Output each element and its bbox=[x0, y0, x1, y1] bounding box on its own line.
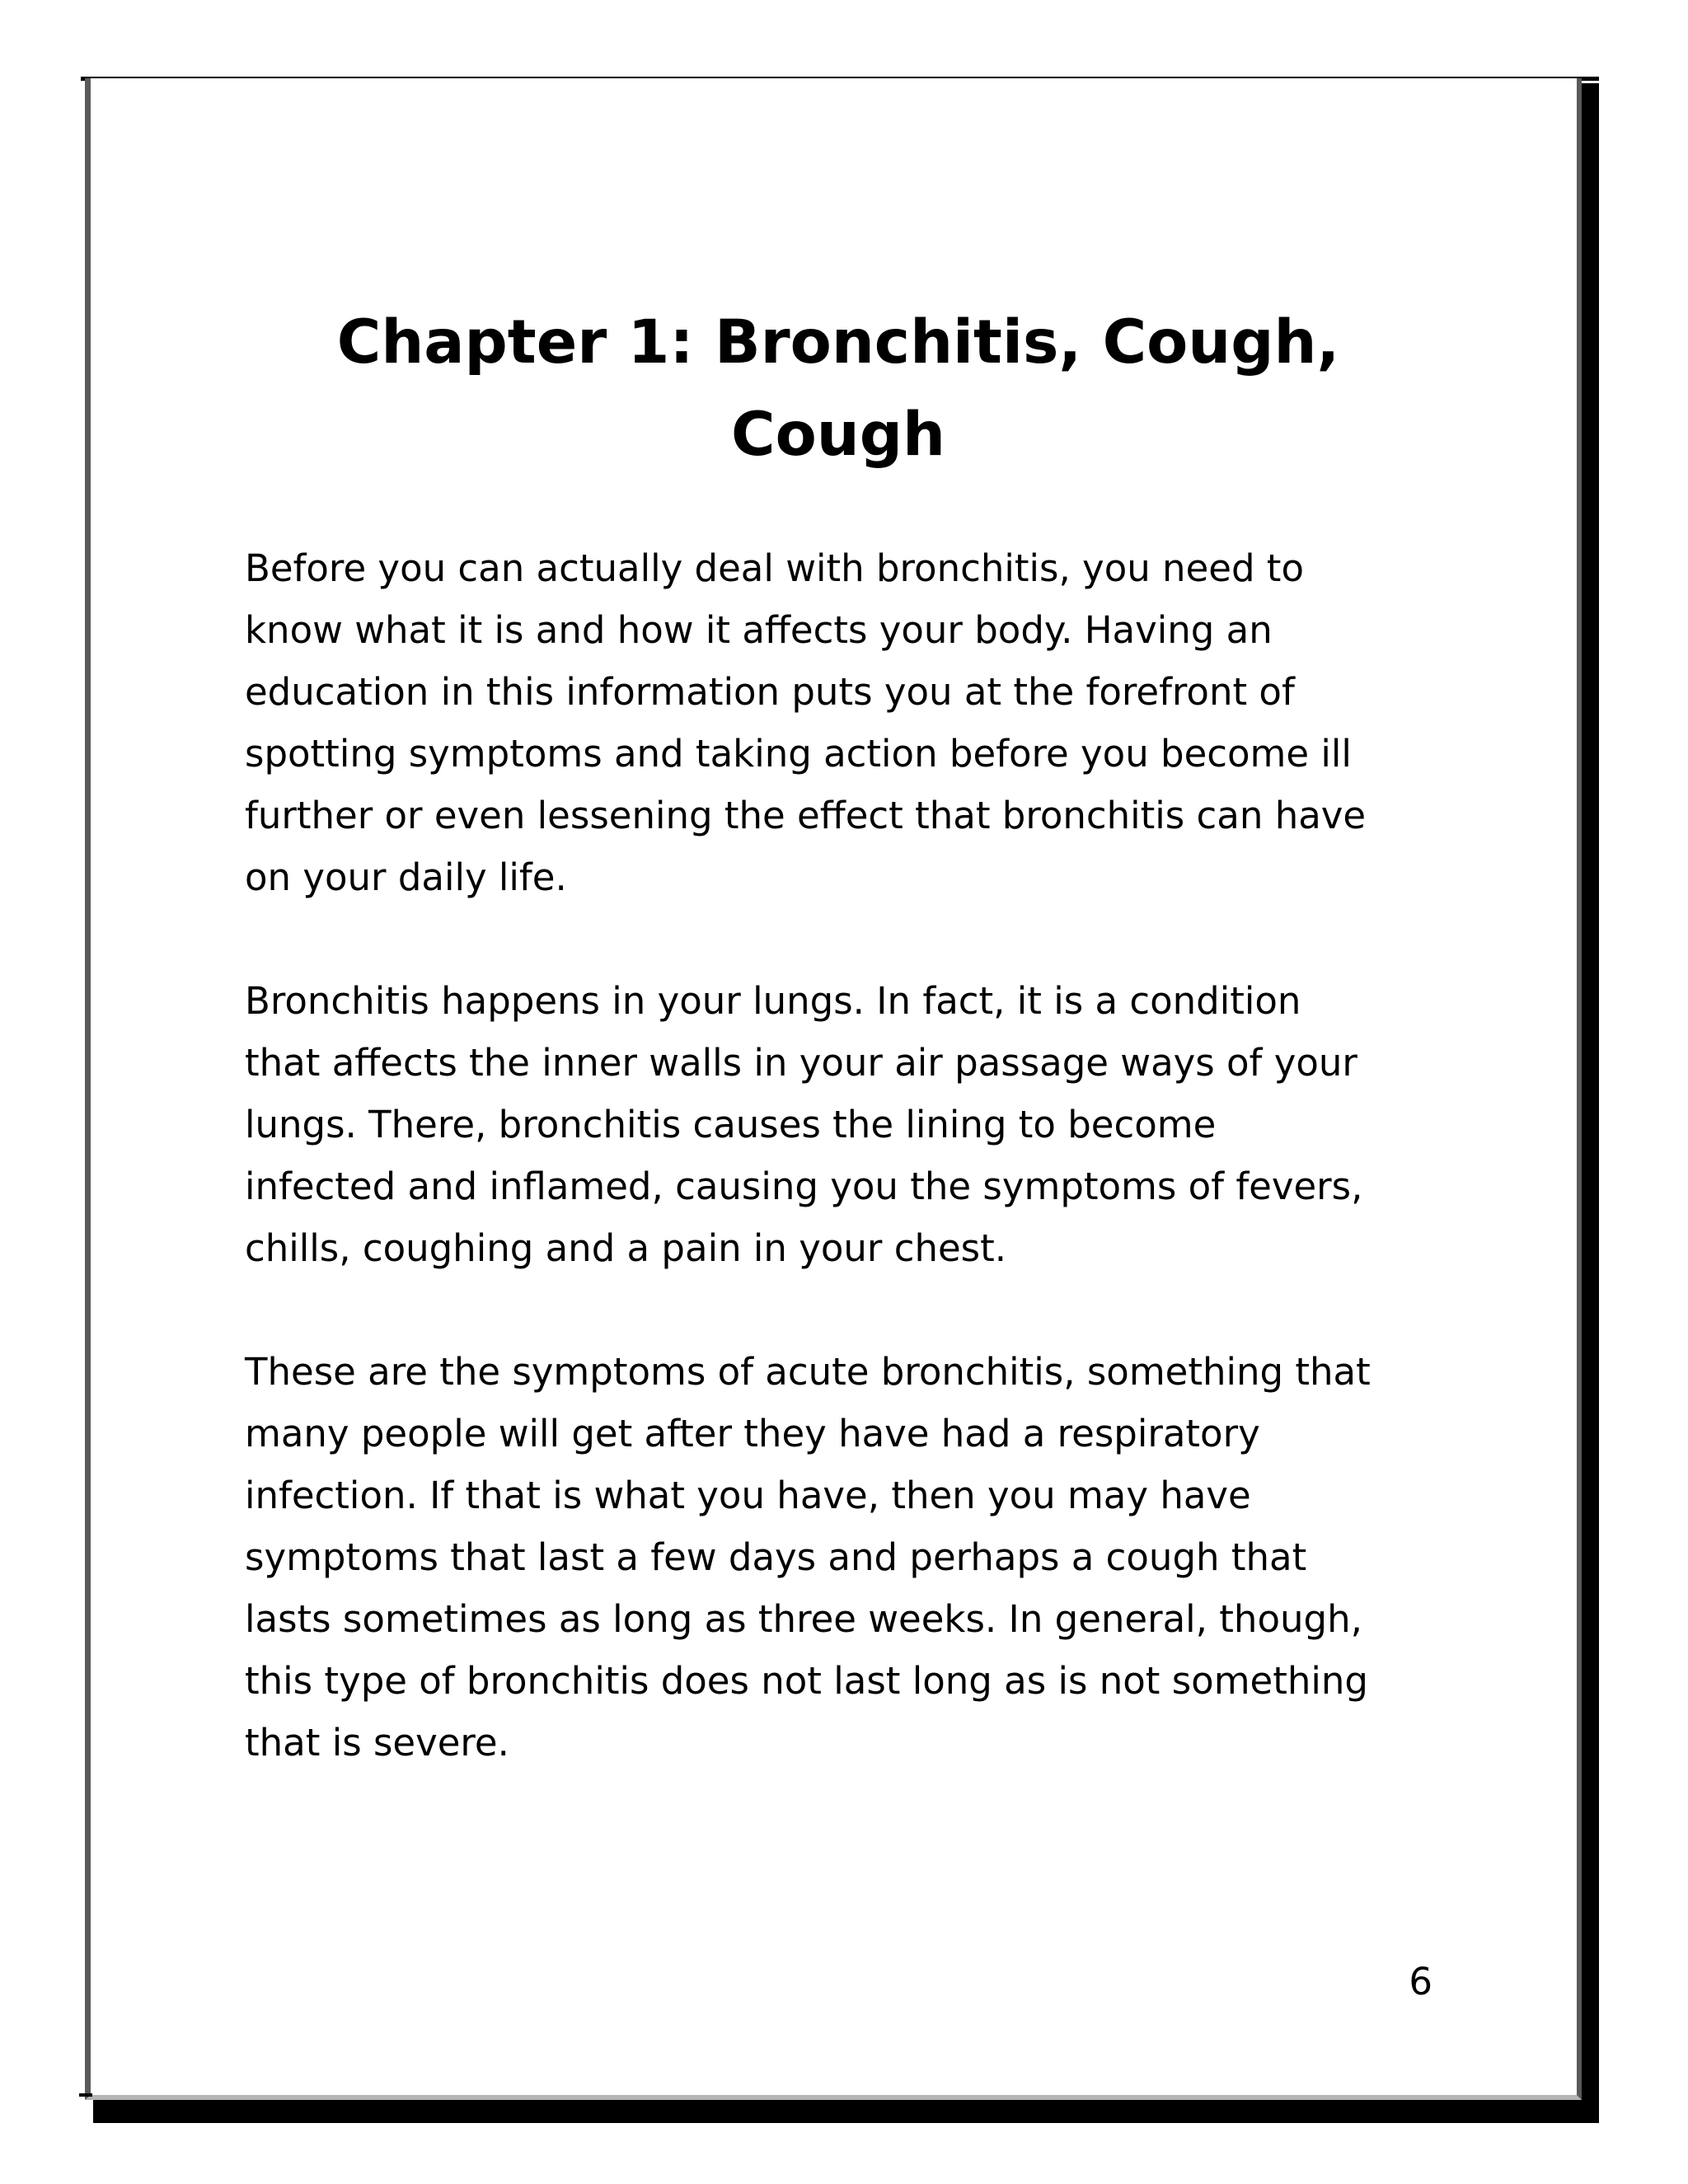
chapter-title-line-2: Cough bbox=[731, 400, 945, 470]
page-frame-corner-mark bbox=[79, 2093, 92, 2097]
paragraph-line: Bronchitis happens in your lungs. In fact, it is a condition bbox=[245, 979, 1301, 1023]
page-content bbox=[245, 297, 1432, 1774]
body-paragraph-1 bbox=[245, 537, 1432, 908]
paragraph-line: lungs. There, bronchitis causes the lining to become bbox=[245, 1103, 1217, 1146]
paragraph-line: know what it is and how it affects your body. Having an bbox=[245, 608, 1273, 652]
chapter-title bbox=[228, 297, 1448, 481]
paragraph-line: symptoms that last a few days and perhaps a cough that bbox=[245, 1535, 1307, 1579]
paragraph-line: education in this information puts you at the forefront of bbox=[245, 670, 1295, 714]
page-number: 6 bbox=[1409, 1960, 1432, 2004]
chapter-title-line-1: Chapter 1: Bronchitis, Cough, bbox=[336, 307, 1340, 377]
paragraph-line: These are the symptoms of acute bronchitis, something that bbox=[245, 1350, 1371, 1394]
paragraph-line: further or even lessening the effect that bronchitis can have bbox=[245, 794, 1367, 837]
paragraph-line: on your daily life. bbox=[245, 855, 567, 899]
paragraph-line: spotting symptoms and taking action before you become ill bbox=[245, 732, 1352, 776]
body-paragraph-2 bbox=[245, 970, 1432, 1279]
paragraph-line: infection. If that is what you have, then you may have bbox=[245, 1474, 1251, 1517]
paragraph-line: that affects the inner walls in your air passage ways of your bbox=[245, 1041, 1357, 1085]
paragraph-line: Before you can actually deal with bronchitis, you need to bbox=[245, 546, 1304, 590]
paragraph-line: many people will get after they have had a respiratory bbox=[245, 1412, 1260, 1455]
paragraph-line: chills, coughing and a pain in your chest. bbox=[245, 1226, 1007, 1270]
paragraph-line: infected and inflamed, causing you the symptoms of fevers, bbox=[245, 1165, 1363, 1208]
paragraph-line: lasts sometimes as long as three weeks. In general, though, bbox=[245, 1597, 1362, 1641]
body-paragraph-3 bbox=[245, 1341, 1432, 1774]
paragraph-line: that is severe. bbox=[245, 1721, 509, 1765]
paragraph-line: this type of bronchitis does not last long as is not something bbox=[245, 1659, 1368, 1703]
